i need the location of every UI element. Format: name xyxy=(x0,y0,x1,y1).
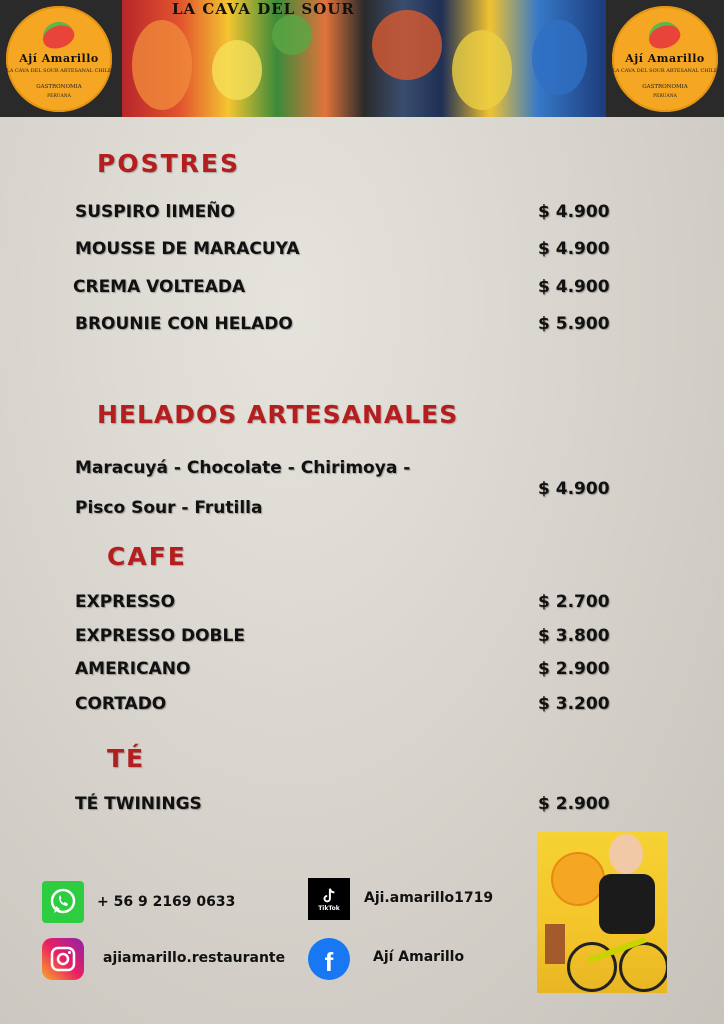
menu-item-name: SUSPIRO lIMEÑO xyxy=(75,202,235,222)
tiktok-label: TikTok xyxy=(318,904,340,912)
menu-item-price: $ 2.700 xyxy=(538,592,610,612)
menu-item-price: $ 4.900 xyxy=(538,479,610,499)
menu-item-name: TÉ TWININGS xyxy=(75,794,202,814)
tiktok-handle[interactable]: Aji.amarillo1719 xyxy=(364,890,494,906)
section-title-helados: HELADOS ARTESANALES xyxy=(97,400,459,429)
menu-item-name: AMERICANO xyxy=(75,659,191,679)
header-banner xyxy=(0,0,724,117)
menu-item-name: EXPRESSO xyxy=(75,592,176,612)
mural-image xyxy=(122,0,606,117)
menu-item-price: $ 4.900 xyxy=(538,239,610,259)
section-title-cafe: CAFE xyxy=(107,542,187,571)
section-title-te: TÉ xyxy=(107,744,146,773)
logo-name: Ají Amarillo xyxy=(625,52,705,65)
whatsapp-number[interactable]: + 56 9 2169 0633 xyxy=(97,894,236,910)
section-title-postres: POSTRES xyxy=(97,149,240,178)
helados-flavors-line1: Maracuyá - Chocolate - Chirimoya - xyxy=(75,458,411,478)
menu-item-price: $ 5.900 xyxy=(538,314,610,334)
menu-item-name: BROUNIE CON HELADO xyxy=(75,314,293,334)
caricature-image xyxy=(537,832,667,993)
logo-peruana: PERUANA xyxy=(653,94,677,99)
logo-subtitle: LA CAVA DEL SOUR ARTESANAL CHILE xyxy=(6,68,112,74)
brand-logo-right xyxy=(612,6,718,112)
menu-item-price: $ 2.900 xyxy=(538,659,610,679)
instagram-icon[interactable] xyxy=(42,938,84,980)
menu-item-name: CORTADO xyxy=(75,694,167,714)
menu-item-price: $ 3.200 xyxy=(538,694,610,714)
logo-peruana: PERUANA xyxy=(47,94,71,99)
menu-item-name: EXPRESSO DOBLE xyxy=(75,626,245,646)
mural-caption: LA CAVA DEL SOUR xyxy=(172,0,355,18)
menu-item-price: $ 3.800 xyxy=(538,626,610,646)
logo-gastronomia: GASTRONOMIA xyxy=(642,84,688,90)
logo-name: Ají Amarillo xyxy=(19,52,99,65)
menu-item-price: $ 4.900 xyxy=(538,202,610,222)
whatsapp-icon[interactable] xyxy=(42,881,84,923)
brand-logo-left xyxy=(6,6,112,112)
menu-item-name: MOUSSE DE MARACUYA xyxy=(75,239,300,259)
facebook-name[interactable]: Ají Amarillo xyxy=(373,949,465,965)
helados-flavors-line2: Pisco Sour - Frutilla xyxy=(75,498,263,518)
facebook-icon[interactable]: f xyxy=(308,938,350,980)
tiktok-icon[interactable] xyxy=(308,878,350,920)
logo-subtitle: LA CAVA DEL SOUR ARTESANAL CHILE xyxy=(612,68,718,74)
menu-item-name: CREMA VOLTEADA xyxy=(73,277,246,297)
instagram-handle[interactable]: ajiamarillo.restaurante xyxy=(103,950,286,966)
menu-item-price: $ 2.900 xyxy=(538,794,610,814)
menu-item-price: $ 4.900 xyxy=(538,277,610,297)
logo-gastronomia: GASTRONOMIA xyxy=(36,84,82,90)
